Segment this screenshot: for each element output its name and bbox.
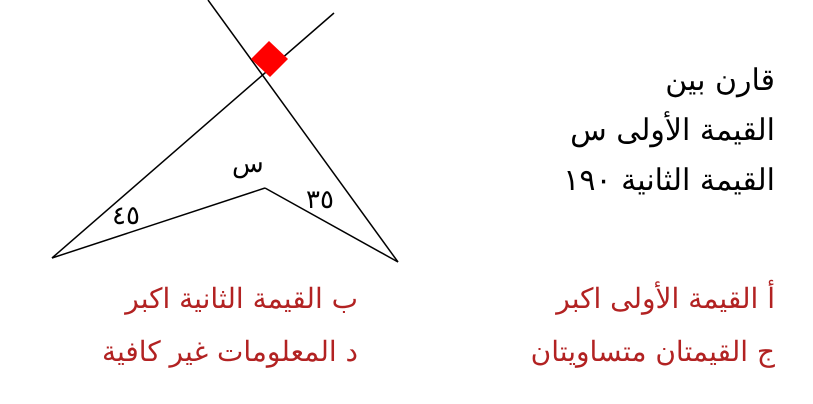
- option-c[interactable]: ج القيمتان متساويتان: [530, 335, 775, 368]
- question-second-value: القيمة الثانية ١٩٠: [563, 163, 775, 198]
- angle-label-x: س: [232, 149, 264, 179]
- option-d[interactable]: د المعلومات غير كافية: [101, 335, 358, 368]
- question-first-value: القيمة الأولى س: [570, 113, 775, 148]
- angle-label-45: ٤٥: [112, 201, 140, 231]
- option-a[interactable]: أ القيمة الأولى اكبر: [556, 282, 775, 315]
- angle-label-35: ٣٥: [306, 185, 334, 215]
- question-prompt: قارن بين: [665, 63, 775, 98]
- option-b[interactable]: ب القيمة الثانية اكبر: [125, 282, 358, 315]
- right-angle-marker: [251, 41, 288, 77]
- inner-line-left: [52, 188, 265, 258]
- transversal-line-2: [52, 13, 334, 258]
